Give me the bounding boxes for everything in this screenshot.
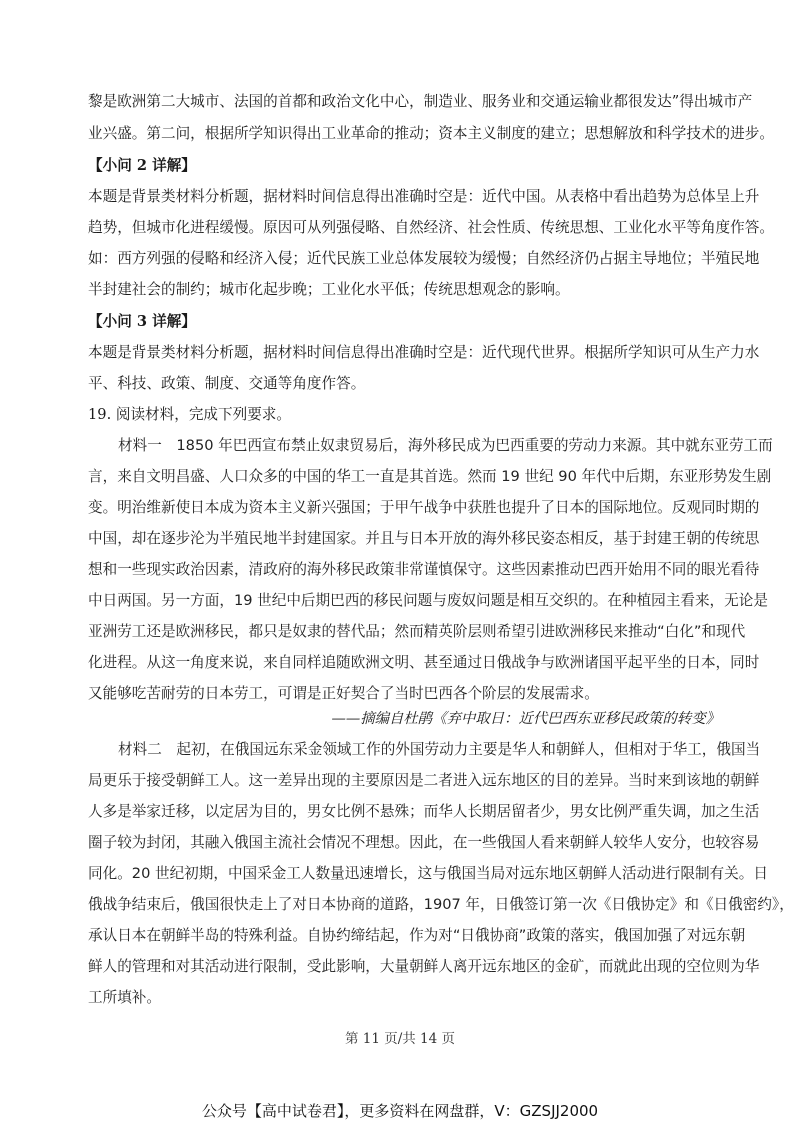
material-line: 中日两国。另一方面，19 世纪中后期巴西的移民问题与废奴问题是相互交织的。在种植园主看来，无论是 [88, 592, 768, 609]
material-line: 人多是举家迁移，以定居为目的，男女比例不悬殊；而华人长期居留者少，男女比例严重失调，加之生活 [88, 803, 760, 820]
text-line: 业兴盛。第二问，根据所学知识得出工业革命的推动；资本主义制度的建立；思想解放和科学技术的进步。 [88, 125, 774, 142]
section-heading: 【小问 3 详解】 [88, 313, 196, 330]
footer-watermark: 公众号【高中试卷君】，更多资料在网盘群，V：GZSJJ2000 [201, 1102, 599, 1120]
material-line: 想和一些现实政治因素，清政府的海外移民政策非常谨慎保守。这些因素推动巴西开始用不同的眼光看待 [88, 561, 760, 578]
material-line: 中国，却在逐步沦为半殖民地半封建国家。并且与日本开放的海外移民姿态相反，基于封建王朝的传统思 [88, 530, 760, 547]
material-line: 材料一 1850 年巴西宣布禁止奴隶贸易后，海外移民成为巴西重要的劳动力来源。其中就东亚劳工而 [118, 437, 773, 454]
page-number: 第 11 页/共 14 页 [344, 1031, 456, 1047]
material-line: 同化。20 世纪初期，中国采金工人数量迅速增长，这与俄国当局对远东地区朝鲜人活动进行限制有关。日 [88, 865, 768, 882]
material-line: 变。明治维新使日本成为资本主义新兴强国；于甲午战争中获胜也提升了日本的国际地位。反观同时期的 [88, 499, 760, 516]
material-line: 亚洲劳工还是欧洲移民，都只是奴隶的替代品；然而精英阶层则希望引进欧洲移民来推动“白化”和现代 [88, 623, 746, 640]
material-line: 局更乐于接受朝鲜工人。这一差异出现的主要原因是二者进入远东地区的目的差异。当时来到该地的朝鲜 [88, 772, 760, 789]
material-line: 工所填补。 [88, 989, 161, 1006]
material-line: 圈子较为封闭，其融入俄国主流社会情况不理想。因此，在一些俄国人看来朝鲜人较华人安分，也较容易 [88, 834, 760, 851]
section-heading: 【小问 2 详解】 [88, 157, 196, 174]
text-line: 趋势，但城市化进程缓慢。原因可从列强侵略、自然经济、社会性质、传统思想、工业化水平等角度作答。 [88, 219, 774, 236]
material-line: 俄战争结束后，俄国很快走上了对日本协商的道路，1907 年，日俄签订第一次《日俄协定》和《日俄密约》， [88, 896, 794, 913]
text-line: 平、科技、政策、制度、交通等角度作答。 [88, 375, 366, 392]
material-line: 材料二 起初，在俄国远东采金领域工作的外国劳动力主要是华人和朝鲜人，但相对于华工，俄国当 [118, 741, 761, 758]
text-line: 本题是背景类材料分析题，据材料时间信息得出准确时空是：近代现代世界。根据所学知识可从生产力水 [88, 344, 760, 361]
text-line: 半封建社会的制约；城市化起步晚；工业化水平低；传统思想观念的影响。 [88, 281, 570, 298]
material-line: 化进程。从这一角度来说，来自同样追随欧洲文明、甚至通过日俄战争与欧洲诸国平起平坐的日本，同时 [88, 654, 760, 671]
text-line: 如：西方列强的侵略和经济入侵；近代民族工业总体发展较为缓慢；自然经济仍占据主导地位；半殖民地 [88, 250, 760, 267]
question-title: 19. 阅读材料，完成下列要求。 [88, 406, 291, 423]
material-line: 言，来自文明昌盛、人口众多的中国的华工一直是其首选。然而 19 世纪 90 年代中后期，东亚形势发生剧 [88, 468, 772, 485]
text-line: 本题是背景类材料分析题，据材料时间信息得出准确时空是：近代中国。从表格中看出趋势为总体呈上升 [88, 188, 760, 205]
material-line: 承认日本在朝鲜半岛的特殊利益。自协约缔结起，作为对“日俄协商”政策的落实，俄国加强了对远东朝 [88, 927, 746, 944]
text-line: 黎是欧洲第二大城市、法国的首都和政治文化中心，制造业、服务业和交通运输业都很发达”得出城市产 [88, 93, 753, 110]
material-source: ——摘编自杜鹃《弃中取日：近代巴西东亚移民政策的转变》 [331, 711, 720, 727]
material-line: 又能够吃苦耐劳的日本劳工，可谓是正好契合了当时巴西各个阶层的发展需求。 [88, 685, 599, 702]
material-line: 鲜人的管理和对其活动进行限制，受此影响，大量朝鲜人离开远东地区的金矿，而就此出现的空位则为华 [88, 958, 760, 975]
